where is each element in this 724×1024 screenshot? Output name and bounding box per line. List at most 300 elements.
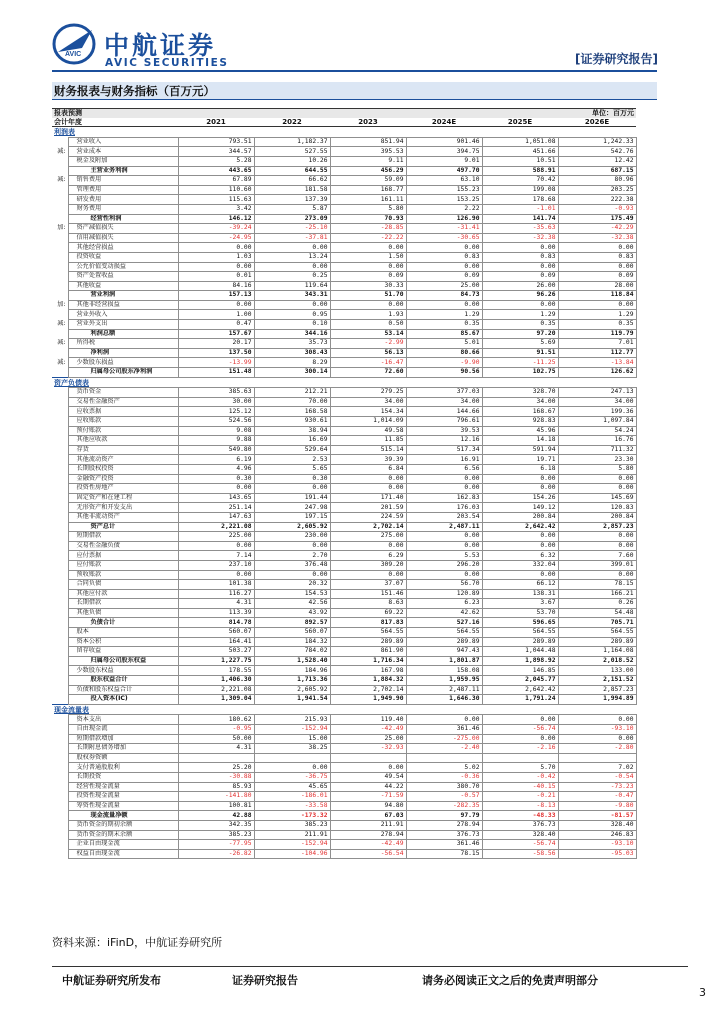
value-cell: 34.00 xyxy=(330,397,406,407)
value-cell: 1,941.54 xyxy=(254,695,330,705)
row-label: 存货 xyxy=(68,445,178,455)
row-prefix xyxy=(52,291,68,301)
value-cell: 817.83 xyxy=(330,618,406,628)
row-label: 其他经营损益 xyxy=(68,243,178,253)
value-cell: 2,702.14 xyxy=(330,522,406,532)
value-cell: 9.01 xyxy=(406,156,482,166)
value-cell: 0.00 xyxy=(406,484,482,494)
row-label: 股权券资额 xyxy=(68,753,178,763)
value-cell: 5.02 xyxy=(406,763,482,773)
value-cell: 278.94 xyxy=(330,830,406,840)
value-cell: 1.03 xyxy=(178,252,254,262)
value-cell: 42.56 xyxy=(254,599,330,609)
row-prefix xyxy=(52,464,68,474)
section-blank xyxy=(558,127,636,138)
value-cell: 385.23 xyxy=(178,830,254,840)
value-cell: 0.00 xyxy=(330,541,406,551)
value-cell: -0.47 xyxy=(558,792,636,802)
value-cell: 851.94 xyxy=(330,137,406,147)
row-prefix xyxy=(52,725,68,735)
value-cell: -173.32 xyxy=(254,811,330,821)
value-cell: -35.63 xyxy=(482,224,558,234)
table-row xyxy=(52,541,636,551)
value-cell: 564.55 xyxy=(330,628,406,638)
footer-publisher: 中航证券研究所发布 xyxy=(62,974,161,987)
value-cell: 0.00 xyxy=(558,262,636,272)
header-divider xyxy=(52,70,657,72)
value-cell: 395.53 xyxy=(330,147,406,157)
year-cell: 2025E xyxy=(482,118,558,127)
section-blank xyxy=(406,377,482,388)
table-row xyxy=(52,243,636,253)
value-cell: 527.55 xyxy=(254,147,330,157)
section-blank xyxy=(558,377,636,388)
value-cell: 203.54 xyxy=(406,512,482,522)
value-cell: 0.00 xyxy=(406,532,482,542)
value-cell: 184.96 xyxy=(254,666,330,676)
header-blank xyxy=(178,109,254,118)
value-cell: 275.00 xyxy=(330,532,406,542)
row-prefix xyxy=(52,830,68,840)
table-row xyxy=(52,329,636,339)
row-label: 预收账款 xyxy=(68,570,178,580)
section-blank xyxy=(330,704,406,715)
value-cell: 0.25 xyxy=(254,272,330,282)
value-cell: 10.26 xyxy=(254,156,330,166)
value-cell: -42.29 xyxy=(558,224,636,234)
value-cell: 199.08 xyxy=(482,185,558,195)
value-cell: 2,857.23 xyxy=(558,685,636,695)
value-cell: 0.00 xyxy=(178,484,254,494)
value-cell: 30.33 xyxy=(330,281,406,291)
value-cell: 84.73 xyxy=(406,291,482,301)
value-cell: 0.00 xyxy=(330,570,406,580)
value-cell: 80.66 xyxy=(406,348,482,358)
row-label: 投资性现金流量 xyxy=(68,792,178,802)
value-cell: 5.87 xyxy=(254,204,330,214)
value-cell: 2.53 xyxy=(254,455,330,465)
value-cell: -25.10 xyxy=(254,224,330,234)
table-row xyxy=(52,792,636,802)
value-cell: -0.21 xyxy=(482,792,558,802)
value-cell: 1,309.04 xyxy=(178,695,254,705)
value-cell: 503.27 xyxy=(178,647,254,657)
value-cell: 451.66 xyxy=(482,147,558,157)
value-cell: 1,949.90 xyxy=(330,695,406,705)
value-cell: 43.92 xyxy=(254,608,330,618)
table-row xyxy=(52,637,636,647)
company-name-cn: 中航证券 xyxy=(104,31,217,60)
year-cell: 2021 xyxy=(178,118,254,127)
section-header-row xyxy=(52,377,636,388)
value-cell: 1,528.40 xyxy=(254,656,330,666)
value-cell xyxy=(178,753,254,763)
value-cell: 166.21 xyxy=(558,589,636,599)
row-prefix xyxy=(52,656,68,666)
section-title: 财务报表与财务指标（百万元） xyxy=(52,82,657,100)
value-cell: 524.56 xyxy=(178,417,254,427)
row-label: 支付普通股股利 xyxy=(68,763,178,773)
table-row xyxy=(52,772,636,782)
section-blank xyxy=(406,127,482,138)
value-cell: -32.38 xyxy=(558,233,636,243)
value-cell: 278.94 xyxy=(406,820,482,830)
value-cell: 0.00 xyxy=(254,300,330,310)
value-cell: 171.40 xyxy=(330,493,406,503)
value-cell: -8.13 xyxy=(482,801,558,811)
row-label: 自由现金流 xyxy=(68,725,178,735)
value-cell: 12.16 xyxy=(406,436,482,446)
value-cell: -275.00 xyxy=(406,734,482,744)
year-cell: 2023 xyxy=(330,118,406,127)
value-cell: 25.00 xyxy=(330,734,406,744)
table-row xyxy=(52,426,636,436)
row-label: 短期借款 xyxy=(68,532,178,542)
value-cell: 6.23 xyxy=(406,599,482,609)
value-cell: 0.09 xyxy=(558,272,636,282)
value-cell: 0.35 xyxy=(406,320,482,330)
row-label: 其他负债 xyxy=(68,608,178,618)
row-prefix xyxy=(52,715,68,725)
value-cell: 168.77 xyxy=(330,185,406,195)
value-cell: 116.27 xyxy=(178,589,254,599)
value-cell: 230.00 xyxy=(254,532,330,542)
value-cell: -0.95 xyxy=(178,725,254,735)
value-cell: 8.29 xyxy=(254,358,330,368)
value-cell: 687.15 xyxy=(558,166,636,176)
row-prefix xyxy=(52,801,68,811)
table-row xyxy=(52,214,636,224)
value-cell: 78.15 xyxy=(558,580,636,590)
section-title-cell: 资产负债表 xyxy=(52,377,178,388)
table-row xyxy=(52,195,636,205)
value-cell: 0.26 xyxy=(558,599,636,609)
row-label: 其他收益 xyxy=(68,281,178,291)
value-cell: 101.38 xyxy=(178,580,254,590)
value-cell: 137.50 xyxy=(178,348,254,358)
value-cell: 25.00 xyxy=(406,281,482,291)
row-prefix xyxy=(52,484,68,494)
value-cell: 146.12 xyxy=(178,214,254,224)
table-row xyxy=(52,484,636,494)
value-cell: 154.26 xyxy=(482,493,558,503)
table-row xyxy=(52,695,636,705)
row-label: 税金及附加 xyxy=(68,156,178,166)
row-label: 应收账款 xyxy=(68,417,178,427)
value-cell: 0.00 xyxy=(482,734,558,744)
value-cell: 0.09 xyxy=(330,272,406,282)
row-prefix xyxy=(52,426,68,436)
table-row xyxy=(52,656,636,666)
row-label: 资产减值损失 xyxy=(68,224,178,234)
value-cell: 154.34 xyxy=(330,407,406,417)
row-prefix xyxy=(52,792,68,802)
value-cell: 247.13 xyxy=(558,388,636,398)
value-cell: 1,097.84 xyxy=(558,417,636,427)
table-header-row xyxy=(52,109,636,118)
value-cell: 2.70 xyxy=(254,551,330,561)
value-cell: 20.32 xyxy=(254,580,330,590)
value-cell: 596.65 xyxy=(482,618,558,628)
value-cell: 0.00 xyxy=(178,243,254,253)
value-cell: 25.20 xyxy=(178,763,254,773)
value-cell: 119.64 xyxy=(254,281,330,291)
value-cell: 7.14 xyxy=(178,551,254,561)
value-cell: 5.69 xyxy=(482,339,558,349)
value-cell: 49.54 xyxy=(330,772,406,782)
row-prefix xyxy=(52,695,68,705)
value-cell: 138.31 xyxy=(482,589,558,599)
value-cell: 4.31 xyxy=(178,744,254,754)
value-cell: 517.34 xyxy=(406,445,482,455)
table-row xyxy=(52,176,636,186)
row-label: 留存收益 xyxy=(68,647,178,657)
value-cell: 119.40 xyxy=(330,715,406,725)
value-cell: 85.93 xyxy=(178,782,254,792)
value-cell: 308.43 xyxy=(254,348,330,358)
header-blank xyxy=(330,109,406,118)
value-cell: 66.62 xyxy=(254,176,330,186)
value-cell: 251.14 xyxy=(178,503,254,513)
value-cell: 126.62 xyxy=(558,368,636,378)
value-cell: 1.29 xyxy=(558,310,636,320)
value-cell xyxy=(558,753,636,763)
value-cell: 168.67 xyxy=(482,407,558,417)
row-prefix: 减: xyxy=(57,147,66,155)
value-cell: 23.30 xyxy=(558,455,636,465)
row-prefix xyxy=(52,685,68,695)
year-header-row xyxy=(52,118,636,127)
value-cell: 50.00 xyxy=(178,734,254,744)
value-cell: 814.78 xyxy=(178,618,254,628)
row-prefix xyxy=(52,436,68,446)
row-prefix xyxy=(52,763,68,773)
year-label: 会计年度 xyxy=(52,118,178,127)
value-cell: -37.81 xyxy=(254,233,330,243)
row-label: 其他非流动资产 xyxy=(68,512,178,522)
value-cell: 199.36 xyxy=(558,407,636,417)
value-cell: 137.39 xyxy=(254,195,330,205)
value-cell: 344.57 xyxy=(178,147,254,157)
row-prefix xyxy=(52,262,68,272)
table-row xyxy=(52,580,636,590)
value-cell: 42.62 xyxy=(406,608,482,618)
value-cell: 30.00 xyxy=(178,397,254,407)
value-cell: 147.63 xyxy=(178,512,254,522)
value-cell: 2,487.11 xyxy=(406,685,482,695)
value-cell: 1,227.75 xyxy=(178,656,254,666)
value-cell: -0.36 xyxy=(406,772,482,782)
value-cell: -40.15 xyxy=(482,782,558,792)
value-cell: -77.95 xyxy=(178,840,254,850)
value-cell: 16.76 xyxy=(558,436,636,446)
value-cell: 0.00 xyxy=(558,570,636,580)
value-cell: -32.38 xyxy=(482,233,558,243)
value-cell: 51.70 xyxy=(330,291,406,301)
value-cell: 184.32 xyxy=(254,637,330,647)
value-cell: 861.90 xyxy=(330,647,406,657)
value-cell: 443.65 xyxy=(178,166,254,176)
value-cell: 175.49 xyxy=(558,214,636,224)
row-label: 交易性金融负债 xyxy=(68,541,178,551)
value-cell: 80.96 xyxy=(558,176,636,186)
value-cell: 70.00 xyxy=(254,397,330,407)
value-cell: -42.49 xyxy=(330,725,406,735)
value-cell: 0.50 xyxy=(330,320,406,330)
row-prefix xyxy=(52,214,68,224)
section-blank xyxy=(178,127,254,138)
row-label: 营业成本 xyxy=(68,147,178,157)
value-cell: 497.70 xyxy=(406,166,482,176)
value-cell: 5.80 xyxy=(330,204,406,214)
value-cell: 3.67 xyxy=(482,599,558,609)
table-row xyxy=(52,300,636,310)
value-cell: 151.46 xyxy=(330,589,406,599)
value-cell: 119.79 xyxy=(558,329,636,339)
value-cell: -31.41 xyxy=(406,224,482,234)
value-cell: -93.10 xyxy=(558,840,636,850)
value-cell: 515.14 xyxy=(330,445,406,455)
table-row xyxy=(52,820,636,830)
value-cell xyxy=(330,753,406,763)
value-cell xyxy=(406,753,482,763)
table-row xyxy=(52,474,636,484)
value-cell: 126.90 xyxy=(406,214,482,224)
value-cell: 0.83 xyxy=(482,252,558,262)
value-cell: 0.00 xyxy=(406,541,482,551)
value-cell: 3.42 xyxy=(178,204,254,214)
value-cell: 0.83 xyxy=(406,252,482,262)
header-blank xyxy=(406,109,482,118)
row-prefix xyxy=(52,782,68,792)
row-label: 归属母公司股东净利润 xyxy=(68,368,178,378)
value-cell: 224.59 xyxy=(330,512,406,522)
value-cell: -48.33 xyxy=(482,811,558,821)
source-note: 资料来源：iFinD，中航证券研究所 xyxy=(52,936,223,949)
row-prefix xyxy=(52,310,68,320)
value-cell: 247.98 xyxy=(254,503,330,513)
value-cell: 5.65 xyxy=(254,464,330,474)
value-cell: 385.63 xyxy=(178,388,254,398)
header-blank xyxy=(482,109,558,118)
value-cell: 153.25 xyxy=(406,195,482,205)
row-prefix xyxy=(52,243,68,253)
value-cell: 5.80 xyxy=(558,464,636,474)
value-cell: 296.20 xyxy=(406,560,482,570)
row-label: 归属母公司股东权益 xyxy=(68,656,178,666)
row-prefix xyxy=(52,551,68,561)
value-cell: -152.94 xyxy=(254,840,330,850)
value-cell: 793.51 xyxy=(178,137,254,147)
value-cell: -32.93 xyxy=(330,744,406,754)
section-blank xyxy=(254,127,330,138)
table-row xyxy=(52,849,636,859)
value-cell: -2.40 xyxy=(406,744,482,754)
row-prefix xyxy=(52,185,68,195)
value-cell: 49.58 xyxy=(330,426,406,436)
value-cell: 0.10 xyxy=(254,320,330,330)
value-cell: 0.00 xyxy=(482,541,558,551)
value-cell: 0.00 xyxy=(330,262,406,272)
row-prefix xyxy=(52,580,68,590)
value-cell: 28.00 xyxy=(558,281,636,291)
value-cell: 644.55 xyxy=(254,166,330,176)
value-cell: 146.85 xyxy=(482,666,558,676)
value-cell: 91.51 xyxy=(482,348,558,358)
value-cell: 120.89 xyxy=(406,589,482,599)
value-cell: 1,044.48 xyxy=(482,647,558,657)
value-cell: 399.01 xyxy=(558,560,636,570)
value-cell: -13.99 xyxy=(178,358,254,368)
value-cell: 0.35 xyxy=(482,320,558,330)
value-cell: 211.91 xyxy=(330,820,406,830)
table-row xyxy=(52,551,636,561)
value-cell: 113.39 xyxy=(178,608,254,618)
value-cell: 133.00 xyxy=(558,666,636,676)
row-label: 固定资产和在建工程 xyxy=(68,493,178,503)
footer-report-type: 证券研究报告 xyxy=(232,974,298,987)
row-prefix xyxy=(52,647,68,657)
row-label: 营业外收入 xyxy=(68,310,178,320)
value-cell: 376.73 xyxy=(482,820,558,830)
table-row xyxy=(52,811,636,821)
table-row xyxy=(52,570,636,580)
table-row xyxy=(52,388,636,398)
row-label: 营业收入 xyxy=(68,137,178,147)
value-cell: -28.85 xyxy=(330,224,406,234)
row-label: 其他应收款 xyxy=(68,436,178,446)
row-label: 资本支出 xyxy=(68,715,178,725)
value-cell: 8.63 xyxy=(330,599,406,609)
row-prefix xyxy=(52,493,68,503)
table-row xyxy=(52,512,636,522)
table-row xyxy=(52,310,636,320)
row-prefix xyxy=(52,541,68,551)
value-cell xyxy=(254,753,330,763)
value-cell: 96.26 xyxy=(482,291,558,301)
table-row xyxy=(52,628,636,638)
table-row xyxy=(52,358,636,368)
value-cell: 5.70 xyxy=(482,763,558,773)
row-label: 无形资产和开发支出 xyxy=(68,503,178,513)
row-prefix xyxy=(52,195,68,205)
value-cell: 72.60 xyxy=(330,368,406,378)
row-prefix: 减: xyxy=(57,339,66,347)
table-row xyxy=(52,417,636,427)
year-cell: 2024E xyxy=(406,118,482,127)
row-prefix: 减: xyxy=(57,358,66,366)
value-cell: 588.91 xyxy=(482,166,558,176)
unit-label: 单位：百万元 xyxy=(558,109,636,118)
value-cell: 2,221.08 xyxy=(178,522,254,532)
value-cell: -152.94 xyxy=(254,725,330,735)
value-cell: 0.00 xyxy=(482,474,558,484)
value-cell: 0.00 xyxy=(254,243,330,253)
row-label: 资本公积 xyxy=(68,637,178,647)
row-prefix xyxy=(52,753,68,763)
value-cell: 145.69 xyxy=(558,493,636,503)
table-row xyxy=(52,782,636,792)
row-prefix xyxy=(52,628,68,638)
value-cell: 711.32 xyxy=(558,445,636,455)
value-cell: 4.96 xyxy=(178,464,254,474)
value-cell: 2,857.23 xyxy=(558,522,636,532)
table-row xyxy=(52,436,636,446)
value-cell: 154.53 xyxy=(254,589,330,599)
value-cell: 9.08 xyxy=(178,426,254,436)
value-cell: 97.20 xyxy=(482,329,558,339)
value-cell: 0.00 xyxy=(330,763,406,773)
